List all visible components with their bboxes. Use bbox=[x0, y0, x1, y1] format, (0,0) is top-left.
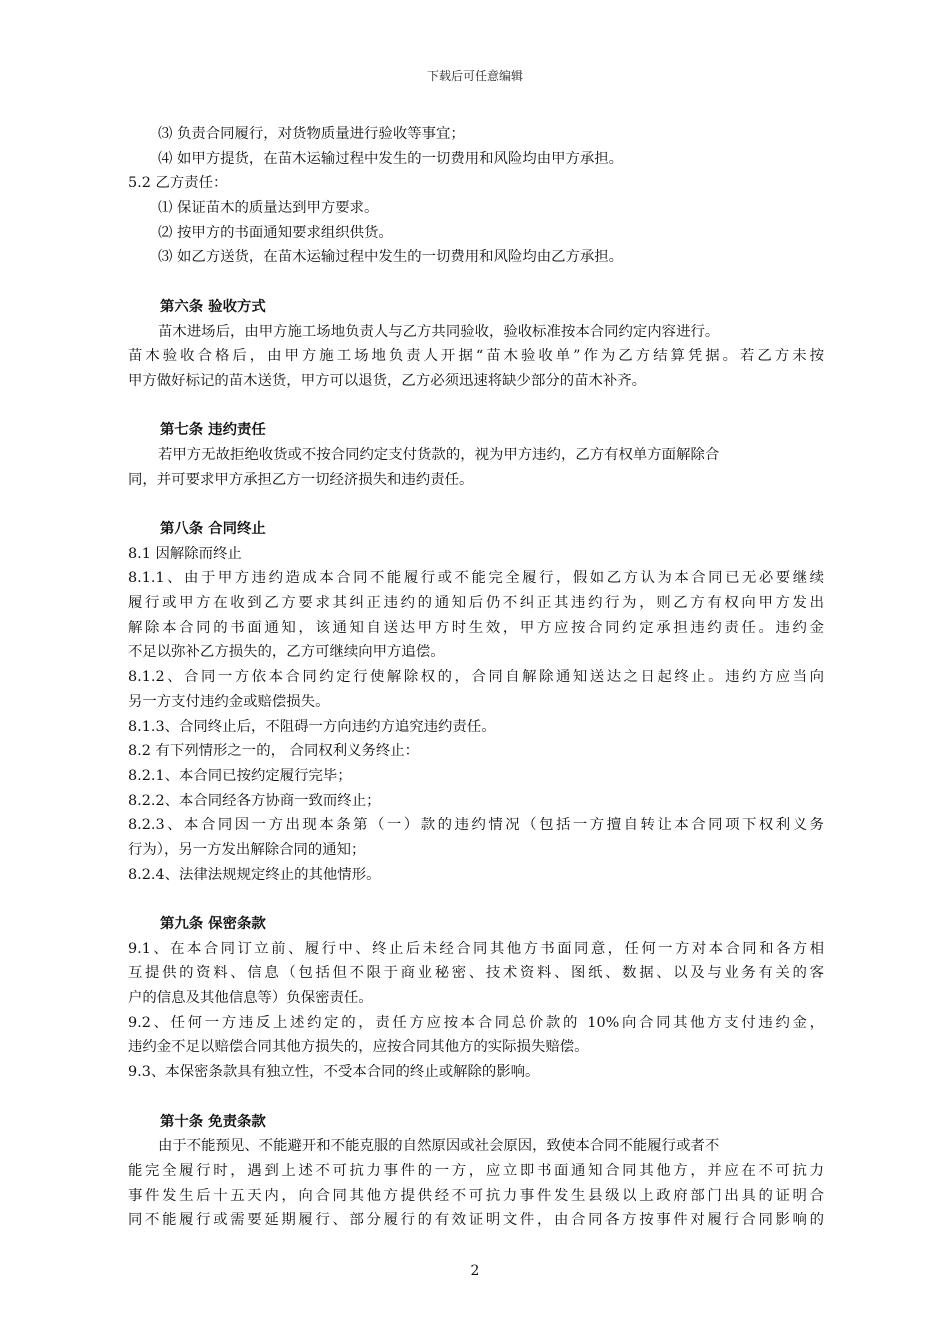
section-heading: 第九条 保密条款 bbox=[160, 915, 266, 932]
paragraph-line: 8.2.2、本合同经各方协商一致而终止； bbox=[128, 792, 381, 809]
clause-line: ⑶ 如乙方送货，在苗木运输过程中发生的一切费用和风险均由乙方承担。 bbox=[158, 249, 624, 266]
clause-line: ⑶ 负责合同履行，对货物质量进行验收等事宜； bbox=[158, 126, 465, 142]
section-heading: 第六条 验收方式 bbox=[160, 297, 266, 315]
paragraph-line: 9.3、本保密条款具有独立性，不受本合同的终止或解除的影响。 bbox=[128, 1064, 540, 1081]
paragraph-line: 8.1 因解除而终止 bbox=[128, 545, 242, 562]
paragraph-line: 另一方支付违约金或赔偿损失。 bbox=[128, 693, 330, 710]
paragraph-line: 违约金不足以赔偿合同其他方损失的，应按合同其他方的实际损失赔偿。 bbox=[128, 1039, 589, 1056]
paragraph-line: 8.2.3、本合同因一方出现本条第（一）款的违约情况（包括一方擅自转让本合同项下权利义务 bbox=[128, 817, 824, 834]
paragraph-line: 8.2 有下列情形之一的， 合同权利义务终止： bbox=[128, 743, 420, 760]
section-heading: 第十条 免责条款 bbox=[160, 1112, 266, 1130]
clause-line: ⑷ 如甲方提货，在苗木运输过程中发生的一切费用和风险均由甲方承担。 bbox=[158, 150, 624, 167]
paragraph-line: 8.1.1、由于甲方违约造成本合同不能履行或不能完全履行，假如乙方认为本合同已无必要继续 bbox=[128, 570, 824, 587]
paragraph-line: 行为），另一方发出解除合同的通知； bbox=[128, 841, 366, 858]
clause-line: 5.2 乙方责任： bbox=[128, 175, 228, 192]
paragraph-line: 若甲方无故拒绝收货或不按合同约定支付货款的，视为甲方违约，乙方有权单方面解除合 bbox=[158, 446, 720, 463]
paragraph-line: 8.1.2、合同一方依本合同约定行使解除权的，合同自解除通知送达之日起终止。违约方应当向 bbox=[128, 669, 824, 686]
paragraph-line: 由于不能预见、不能避开和不能克服的自然原因或社会原因，致使本合同不能履行或者不 bbox=[158, 1138, 720, 1155]
paragraph-line: 互提供的资料、信息（包括但不限于商业秘密、技术资料、图纸、数据、以及与业务有关的客 bbox=[128, 965, 824, 982]
paragraph-line: 苗木进场后，由甲方施工场地负责人与乙方共同验收，验收标准按本合同约定内容进行。 bbox=[158, 323, 720, 340]
paragraph-line: 8.1.3、合同终止后，不阻碍一方向违约方追究违约责任。 bbox=[128, 718, 496, 735]
paragraph-line: 8.2.4、法律法规规定终止的其他情形。 bbox=[128, 866, 381, 883]
section-heading: 第八条 合同终止 bbox=[160, 520, 266, 537]
paragraph-line: 事件发生后十五天内，向合同其他方提供经不可抗力事件发生县级以上政府部门出具的证明合 bbox=[128, 1187, 824, 1204]
clause-line: ⑴ 保证苗木的质量达到甲方要求。 bbox=[158, 200, 379, 217]
page-number: 2 bbox=[470, 1263, 480, 1279]
paragraph-line: 苗木验收合格后，由甲方施工场地负责人开据“苗木验收单”作为乙方结算凭据。若乙方未按 bbox=[128, 348, 824, 365]
document-body bbox=[128, 122, 824, 1233]
paragraph-line: 解除本合同的书面通知，该通知自送达甲方时生效，甲方应按合同约定承担违约责任。违约金 bbox=[128, 619, 824, 636]
paragraph-line: 户的信息及其他信息等）负保密责任。 bbox=[128, 990, 373, 1007]
paragraph-line: 8.2.1、本合同已按约定履行完毕； bbox=[128, 767, 352, 784]
paragraph-line: 同不能履行或需要延期履行、部分履行的有效证明文件，由合同各方按事件对履行合同影响的 bbox=[128, 1212, 824, 1229]
clause-line: ⑵ 按甲方的书面通知要求组织供货。 bbox=[158, 224, 393, 241]
paragraph-line: 不足以弥补乙方损失的，乙方可继续向甲方追偿。 bbox=[128, 644, 445, 661]
paragraph-line: 9.1、在本合同订立前、履行中、终止后未经合同其他方书面同意，任何一方对本合同和各方相 bbox=[128, 940, 824, 957]
paragraph-line: 甲方做好标记的苗木送货，甲方可以退货，乙方必须迅速将缺少部分的苗木补齐。 bbox=[128, 372, 647, 389]
page-header: 下载后可任意编辑 bbox=[426, 69, 523, 83]
paragraph-line: 履行或甲方在收到乙方要求其纠正违约的通知后仍不纠正其违约行为，则乙方有权向甲方发出 bbox=[128, 595, 824, 612]
paragraph-line: 能完全履行时，遇到上述不可抗力事件的一方，应立即书面通知合同其他方，并应在不可抗力 bbox=[128, 1162, 824, 1179]
paragraph-line: 同，并可要求甲方承担乙方一切经济损失和违约责任。 bbox=[128, 471, 474, 488]
section-heading: 第七条 违约责任 bbox=[160, 421, 266, 439]
paragraph-line: 9.2、任何一方违反上述约定的，责任方应按本合同总价款的 10%向合同其他方支付违约金， bbox=[128, 1014, 824, 1031]
